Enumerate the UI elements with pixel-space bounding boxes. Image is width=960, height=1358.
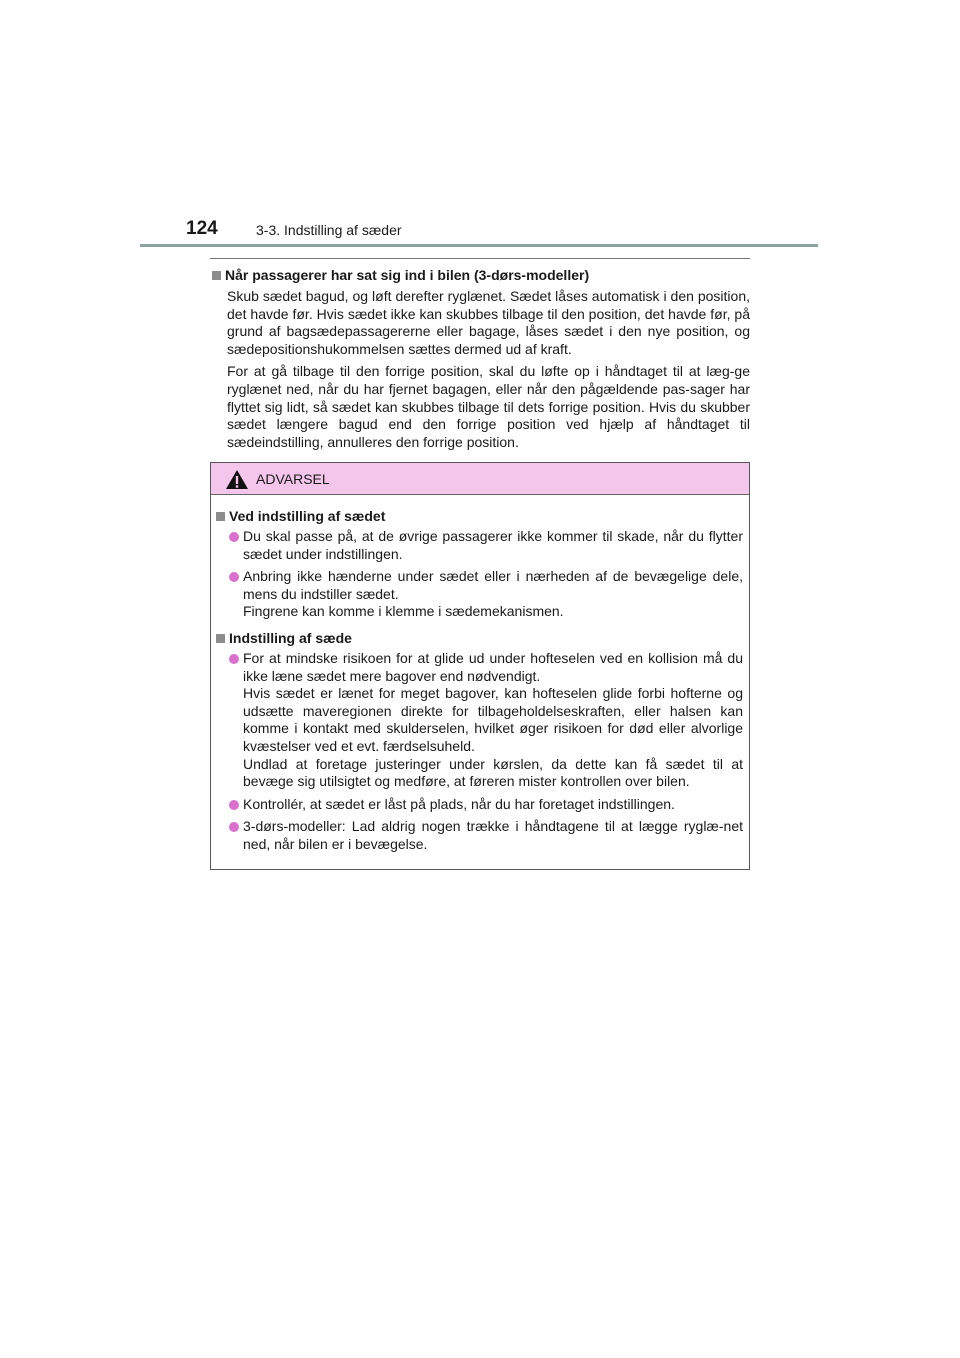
- content-top-rule: [210, 258, 750, 259]
- warning-box: [210, 462, 750, 870]
- paragraph-1: Skub sædet bagud, og løft derefter ryglænet. Sædet låses automatisk i den position, det havde før. Hvis sædet ikke kan skubbes tilbage til den position, det havde før, på grund af bagsædepassagererne eller bagage, låses sædet i den nye position, og sædepositionshukommelsen sættes dermed ud af kraft.: [227, 288, 750, 357]
- item-text: Anbring ikke hænderne under sædet eller i nærheden af de bevægelige dele, mens du indstiller sædet.: [243, 568, 743, 602]
- item-text: Fingrene kan komme i klemme i sædemekanismen.: [243, 603, 564, 620]
- bullet-dot-icon: [229, 532, 239, 542]
- warning-group-title-text: Indstilling af sæde: [229, 629, 352, 646]
- section-title: 3-3. Indstilling af sæder: [256, 222, 402, 238]
- paragraph-2: For at gå tilbage til den forrige position, skal du løfte op i håndtaget til at læg-ge ryglænet ned, når du har fjernet bagagen, eller når den pågældende pas-sager har flyttet sig lidt, så sædet kan skubbes tilbage til dets forrige position. Hvis du skubber sædet længere bagud end den forrige position ved hjælp af håndtaget til sædeindstilling, annulleres den forrige position.: [227, 363, 750, 450]
- warning-group-title-text: Ved indstilling af sædet: [229, 508, 386, 524]
- page-number: 124: [186, 218, 218, 239]
- bullet-dot-icon: [229, 572, 239, 582]
- warning-list-item: [216, 528, 743, 563]
- section-heading: [210, 266, 750, 284]
- warning-list-item: [216, 568, 743, 621]
- warning-header: [211, 463, 749, 495]
- warning-list-item: [216, 650, 743, 791]
- bullet-dot-icon: [229, 654, 239, 664]
- item-text: Hvis sædet er lænet for meget bagover, kan hofteselen glide forbi hofterne og udsætte maveregionen direkte for tilbageholdelseskraften, eller halsen kan komme i kontakt med skulderselen, hvilket øger risikoen for død eller alvorlige kvæstelser ved et evt. færdselsuheld.: [243, 685, 743, 754]
- square-marker-icon: [216, 512, 225, 521]
- warning-triangle-icon: [225, 469, 249, 490]
- square-marker-icon: [216, 634, 225, 643]
- item-text: Undlad at foretage justeringer under kørslen, da dette kan få sædet til at bevæge sig utilsigtet og medføre, at føreren mister kontrollen over bilen.: [243, 755, 743, 790]
- item-text: Du skal passe på, at de øvrige passagerer ikke kommer til skade, når du flytter sædet under indstillingen.: [243, 528, 743, 562]
- warning-group-title: [216, 507, 743, 525]
- item-text: Kontrollér, at sædet er låst på plads, når du har foretaget indstillingen.: [243, 795, 675, 812]
- warning-label: ADVARSEL: [256, 471, 330, 487]
- warning-list-item: [216, 818, 743, 853]
- warning-list-item: [216, 796, 743, 814]
- item-text: 3-dørs-modeller: Lad aldrig nogen trække i håndtagene til at lægge ryglæ-net ned, når bilen er i bevægelse.: [243, 818, 743, 852]
- header-rule: [140, 244, 818, 247]
- bullet-dot-icon: [229, 800, 239, 810]
- section-heading-text: Når passagerer har sat sig ind i bilen (3-dørs-modeller): [225, 267, 590, 283]
- square-marker-icon: [212, 271, 221, 280]
- main-content: [210, 266, 750, 451]
- warning-group-title: [216, 629, 743, 647]
- bullet-dot-icon: [229, 822, 239, 832]
- page-header: [140, 214, 818, 250]
- warning-body: [211, 495, 749, 854]
- item-text: For at mindske risikoen for at glide ud under hofteselen ved en kollision må du ikke læne sædet mere bagover end nødvendigt.: [243, 649, 743, 684]
